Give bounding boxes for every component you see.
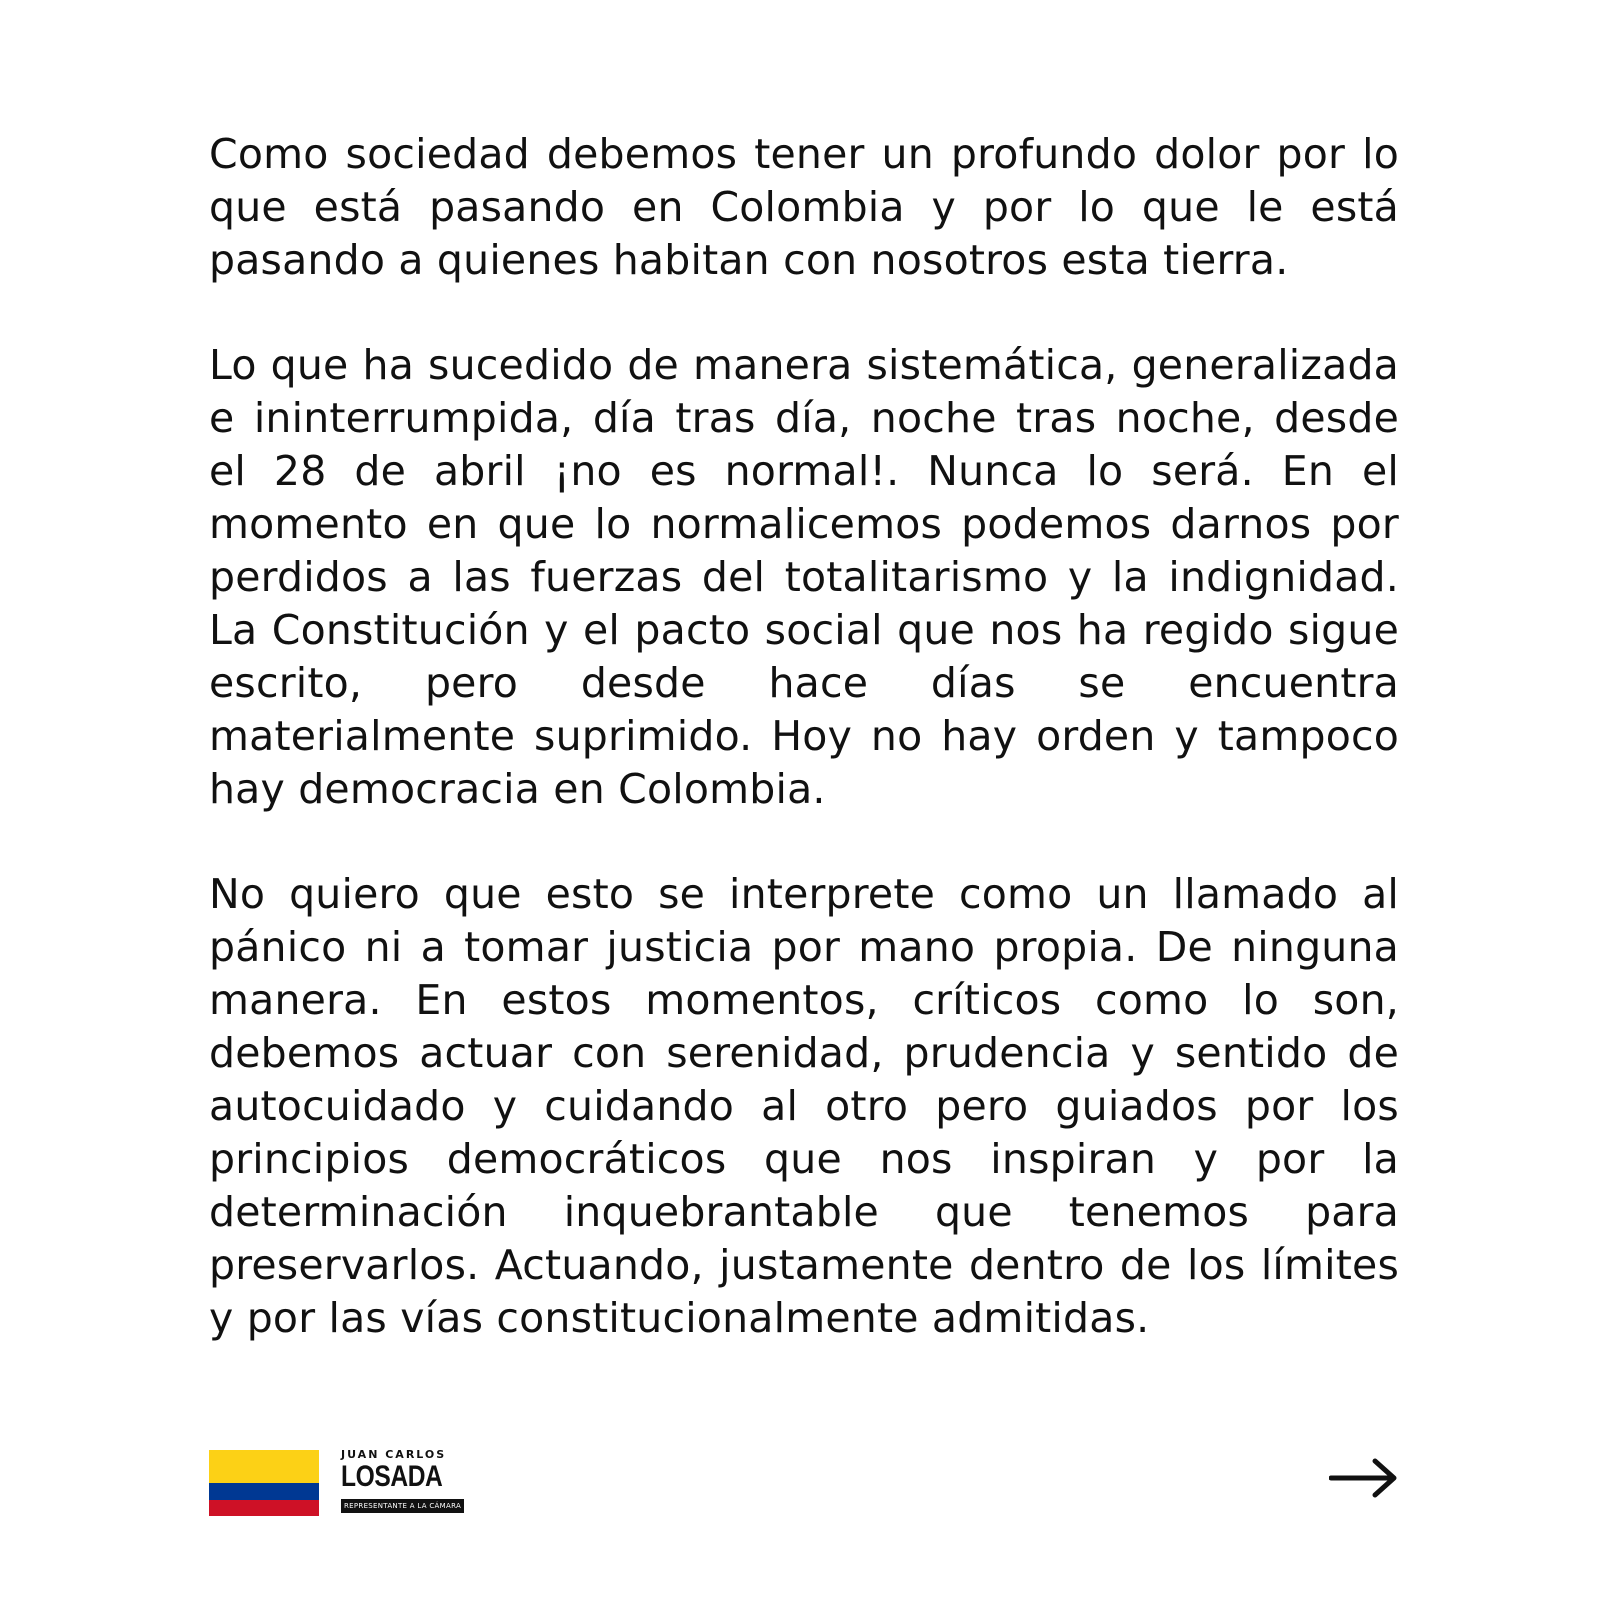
losada-logo [341, 1448, 462, 1518]
footer [209, 1450, 1399, 1520]
arrow-right-icon [1329, 1456, 1399, 1500]
colombia-flag-icon [209, 1450, 319, 1516]
logo-subtitle: REPRESENTANTE A LA CÁMARA [341, 1499, 464, 1513]
paragraph-3: No quiero que esto se interprete como un llamado al pánico ni a tomar justicia por mano propia. De ninguna manera. En estos momentos, críticos como lo son, debemos actuar con serenidad, prudencia y sentido de autocuidado y cuidando al otro pero guiados por los principios democráticos que nos inspiran y por la determinación inquebrantable que tenemos para preservarlos. Actuando, justamente dentro de los límites y por las vías constitucionalmente admitidas. [209, 870, 1399, 1342]
flag-band-yellow [209, 1450, 319, 1483]
logo-first-names: JUAN CARLOS [341, 1448, 447, 1461]
logo-surname: LOSADA [341, 1460, 443, 1493]
next-arrow-button[interactable] [1329, 1456, 1399, 1500]
flag-band-red [209, 1500, 319, 1516]
paragraph-1: Como sociedad debemos tener un profundo dolor por lo que está pasando en Colombia y por lo que le está pasando a quienes habitan con nosotros esta tierra. [209, 130, 1399, 284]
flag-band-blue [209, 1483, 319, 1500]
statement-text [209, 128, 1399, 1397]
paragraph-2: Lo que ha sucedido de manera sistemática, generalizada e ininterrumpida, día tras día, noche tras noche, desde el 28 de abril ¡no es normal!. Nunca lo será. En el momento en que lo normalicemos podemos darnos por perdidos a las fuerzas del totalitarismo y la indignidad. La Constitución y el pacto social que nos ha regido sigue escrito, pero desde hace días se encuentra materialmente suprimido. Hoy no hay orden y tampoco hay democracia en Colombia. [209, 341, 1399, 813]
